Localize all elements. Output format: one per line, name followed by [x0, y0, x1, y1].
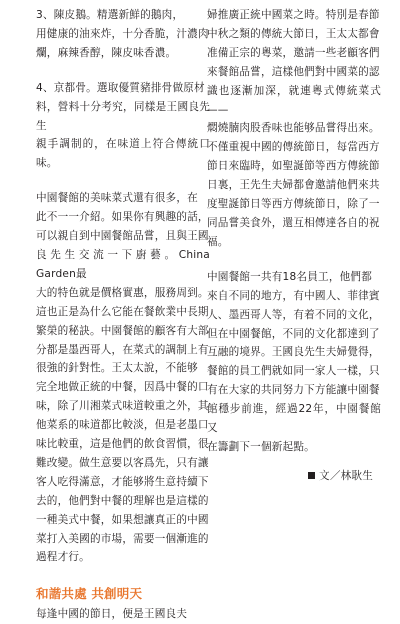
paragraph-dish-4: 4、京都骨。選取優質豬排骨做原材 料，營料十分考究，同樣是王國良先生 親手調制的，在味道上符合傳統口味。: [36, 81, 210, 170]
spacer: [36, 63, 210, 79]
paragraph-dish-3: 3、陳皮鵝。精選新鮮的鵝肉， 用健康的油來炸，十分香脆，汁濃肉 爛，麻辣香醇，陳皮味香濃。: [36, 9, 209, 59]
paragraph-festivals: 婦推廣正統中國菜之時。特別是春節 中秋之類的傳統大節日，王太太都會 准備正宗的粵菜，邀請一些老顧客們 來餐館品嘗，這樣他們對中國菜的認 識也逐漸加深，就連粵式傳統菜式—— 燜燒腩肉股香味也能够品嘗得出來。 不僅重視中國的傳統節日，每當西方 節日來臨時，如聖誕節等西方傳統節 日裏，王先生夫婦都會邀請他們來共 度聖誕節日等西方傳統節日，除了一 同品嘗美食外，還互相傳達各自的祝 福。: [207, 9, 381, 248]
square-bullet-icon: [308, 472, 315, 479]
section-heading: 和諧共處 共創明天: [36, 586, 143, 602]
author-name: 文／林耿生: [319, 469, 373, 482]
author-signature: [207, 467, 381, 486]
paragraph-restaurant-overview: 中園餐館的美味菜式還有很多，在 此不一一介紹。如果你有興趣的話， 可以親自到中園餐館品嘗，且與王國 良先生交流一下廚藝。China Garden最 大的特色就是價格實惠，服務周到。 這也正是為什么它能在餐飲業中長期 繁榮的秘訣。中園餐館的顧客有大部 分都是墨西哥人，在菜式的調制上有 很強的針對性。王太太說，不能够 完全地做正統的中餐，因爲中餐的口 味，除了川湘菜式味道較重之外，其 他菜系的味道都比較淡，但是老墨口 味比較重，這是他們的飲食習慣，很 難改變。做生意要以客爲先，只有讓 客人吃得滿意，才能够將生意持續下 去的，他們對中餐的理解也是這樣的 一種美式中餐，如果想讓真正的中國 菜打入美國的市場，需要一個漸進的 過程才行。: [36, 192, 210, 564]
spacer: [36, 567, 210, 585]
spacer: [36, 173, 210, 189]
spacer: [207, 252, 381, 268]
right-column: [207, 6, 381, 486]
left-column: [36, 6, 210, 624]
paragraph-staff: 中園餐館一共有18名員工，他們都 來自不同的地方，有中國人、菲律賓 人、墨西哥人等，有着不同的文化， 但在中園餐館，不同的文化都達到了 互融的境界。王國良先生夫婦覺得， 餐館的員工們就如同一家人一樣，只 有在大家的共同努力下方能讓中園餐 館穩步前進，經過22年，中園餐館又 在籌劃下一個新起點。: [207, 270, 381, 453]
paragraph-festival-start: 每逢中國的節日，便是王國良夫: [36, 608, 188, 621]
